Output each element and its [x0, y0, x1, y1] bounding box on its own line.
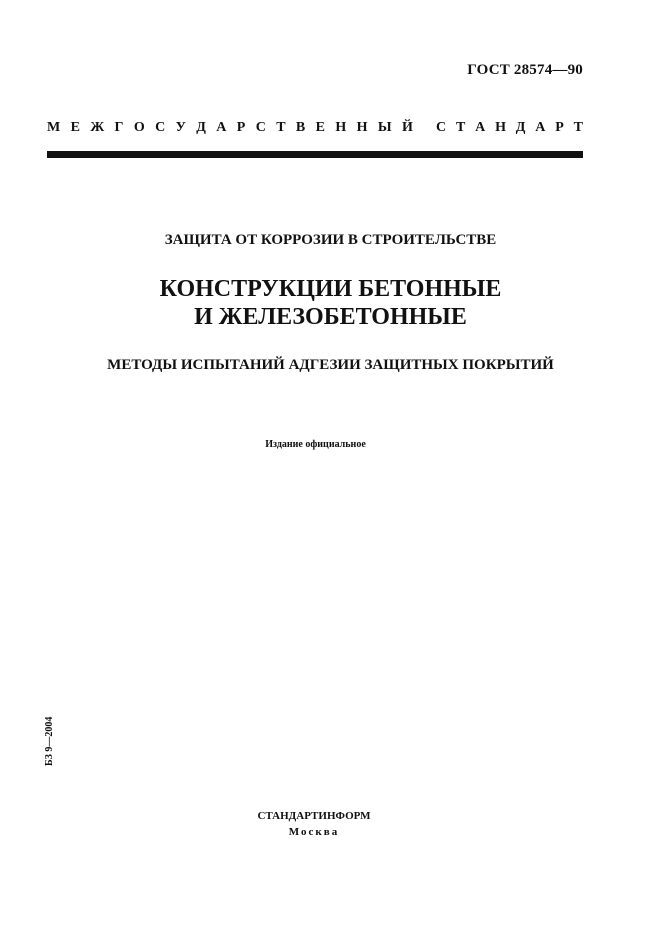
header-letter: В — [295, 120, 306, 135]
standard-type-header — [47, 120, 583, 136]
main-title-line-2: И ЖЕЛЕЗОБЕТОННЫЕ — [194, 304, 467, 330]
header-letter: С — [436, 120, 447, 135]
header-word-interstate — [47, 120, 413, 136]
header-letter: Д — [515, 120, 526, 135]
header-letter: С — [255, 120, 266, 135]
edition-label: Издание официальное — [265, 439, 366, 450]
header-letter: А — [216, 120, 227, 135]
header-letter: Р — [555, 120, 564, 135]
header-letter: Т — [455, 120, 466, 135]
header-letter: Е — [70, 120, 80, 135]
header-letter: Ы — [377, 120, 392, 135]
header-letter: Н — [495, 120, 506, 135]
header-letter: Й — [402, 120, 413, 135]
publisher-block — [0, 808, 628, 840]
subtitle: МЕТОДЫ ИСПЫТАНИЙ АДГЕЗИИ ЗАЩИТНЫХ ПОКРЫТИЙ — [107, 357, 554, 373]
header-letter: Г — [114, 120, 124, 135]
header-letter: О — [133, 120, 145, 135]
header-letter: Т — [276, 120, 286, 135]
header-letter: А — [475, 120, 486, 135]
header-letter: Д — [196, 120, 206, 135]
main-title-line-1: КОНСТРУКЦИИ БЕТОННЫЕ — [159, 276, 502, 302]
publisher-city: Москва — [288, 826, 340, 838]
header-letter: У — [175, 120, 186, 135]
header-letter: Ж — [90, 120, 105, 135]
header-letter: Т — [573, 120, 583, 135]
header-letter: А — [535, 120, 546, 135]
header-letter: Н — [335, 120, 347, 135]
publisher-name: СТАНДАРТИНФОРМ — [257, 810, 371, 822]
header-letter: Н — [356, 120, 368, 135]
series-title: ЗАЩИТА ОТ КОРРОЗИИ В СТРОИТЕЛЬСТВЕ — [164, 232, 497, 248]
header-rule — [47, 151, 583, 158]
catalog-mark: БЗ 9—2004 — [44, 716, 55, 766]
main-title — [0, 275, 661, 331]
header-letter: Р — [236, 120, 246, 135]
document-code: ГОСТ 28574—90 — [467, 62, 583, 78]
header-letter: Е — [315, 120, 325, 135]
header-word-standard — [436, 120, 583, 136]
header-letter: М — [47, 120, 61, 135]
header-letter: С — [155, 120, 166, 135]
